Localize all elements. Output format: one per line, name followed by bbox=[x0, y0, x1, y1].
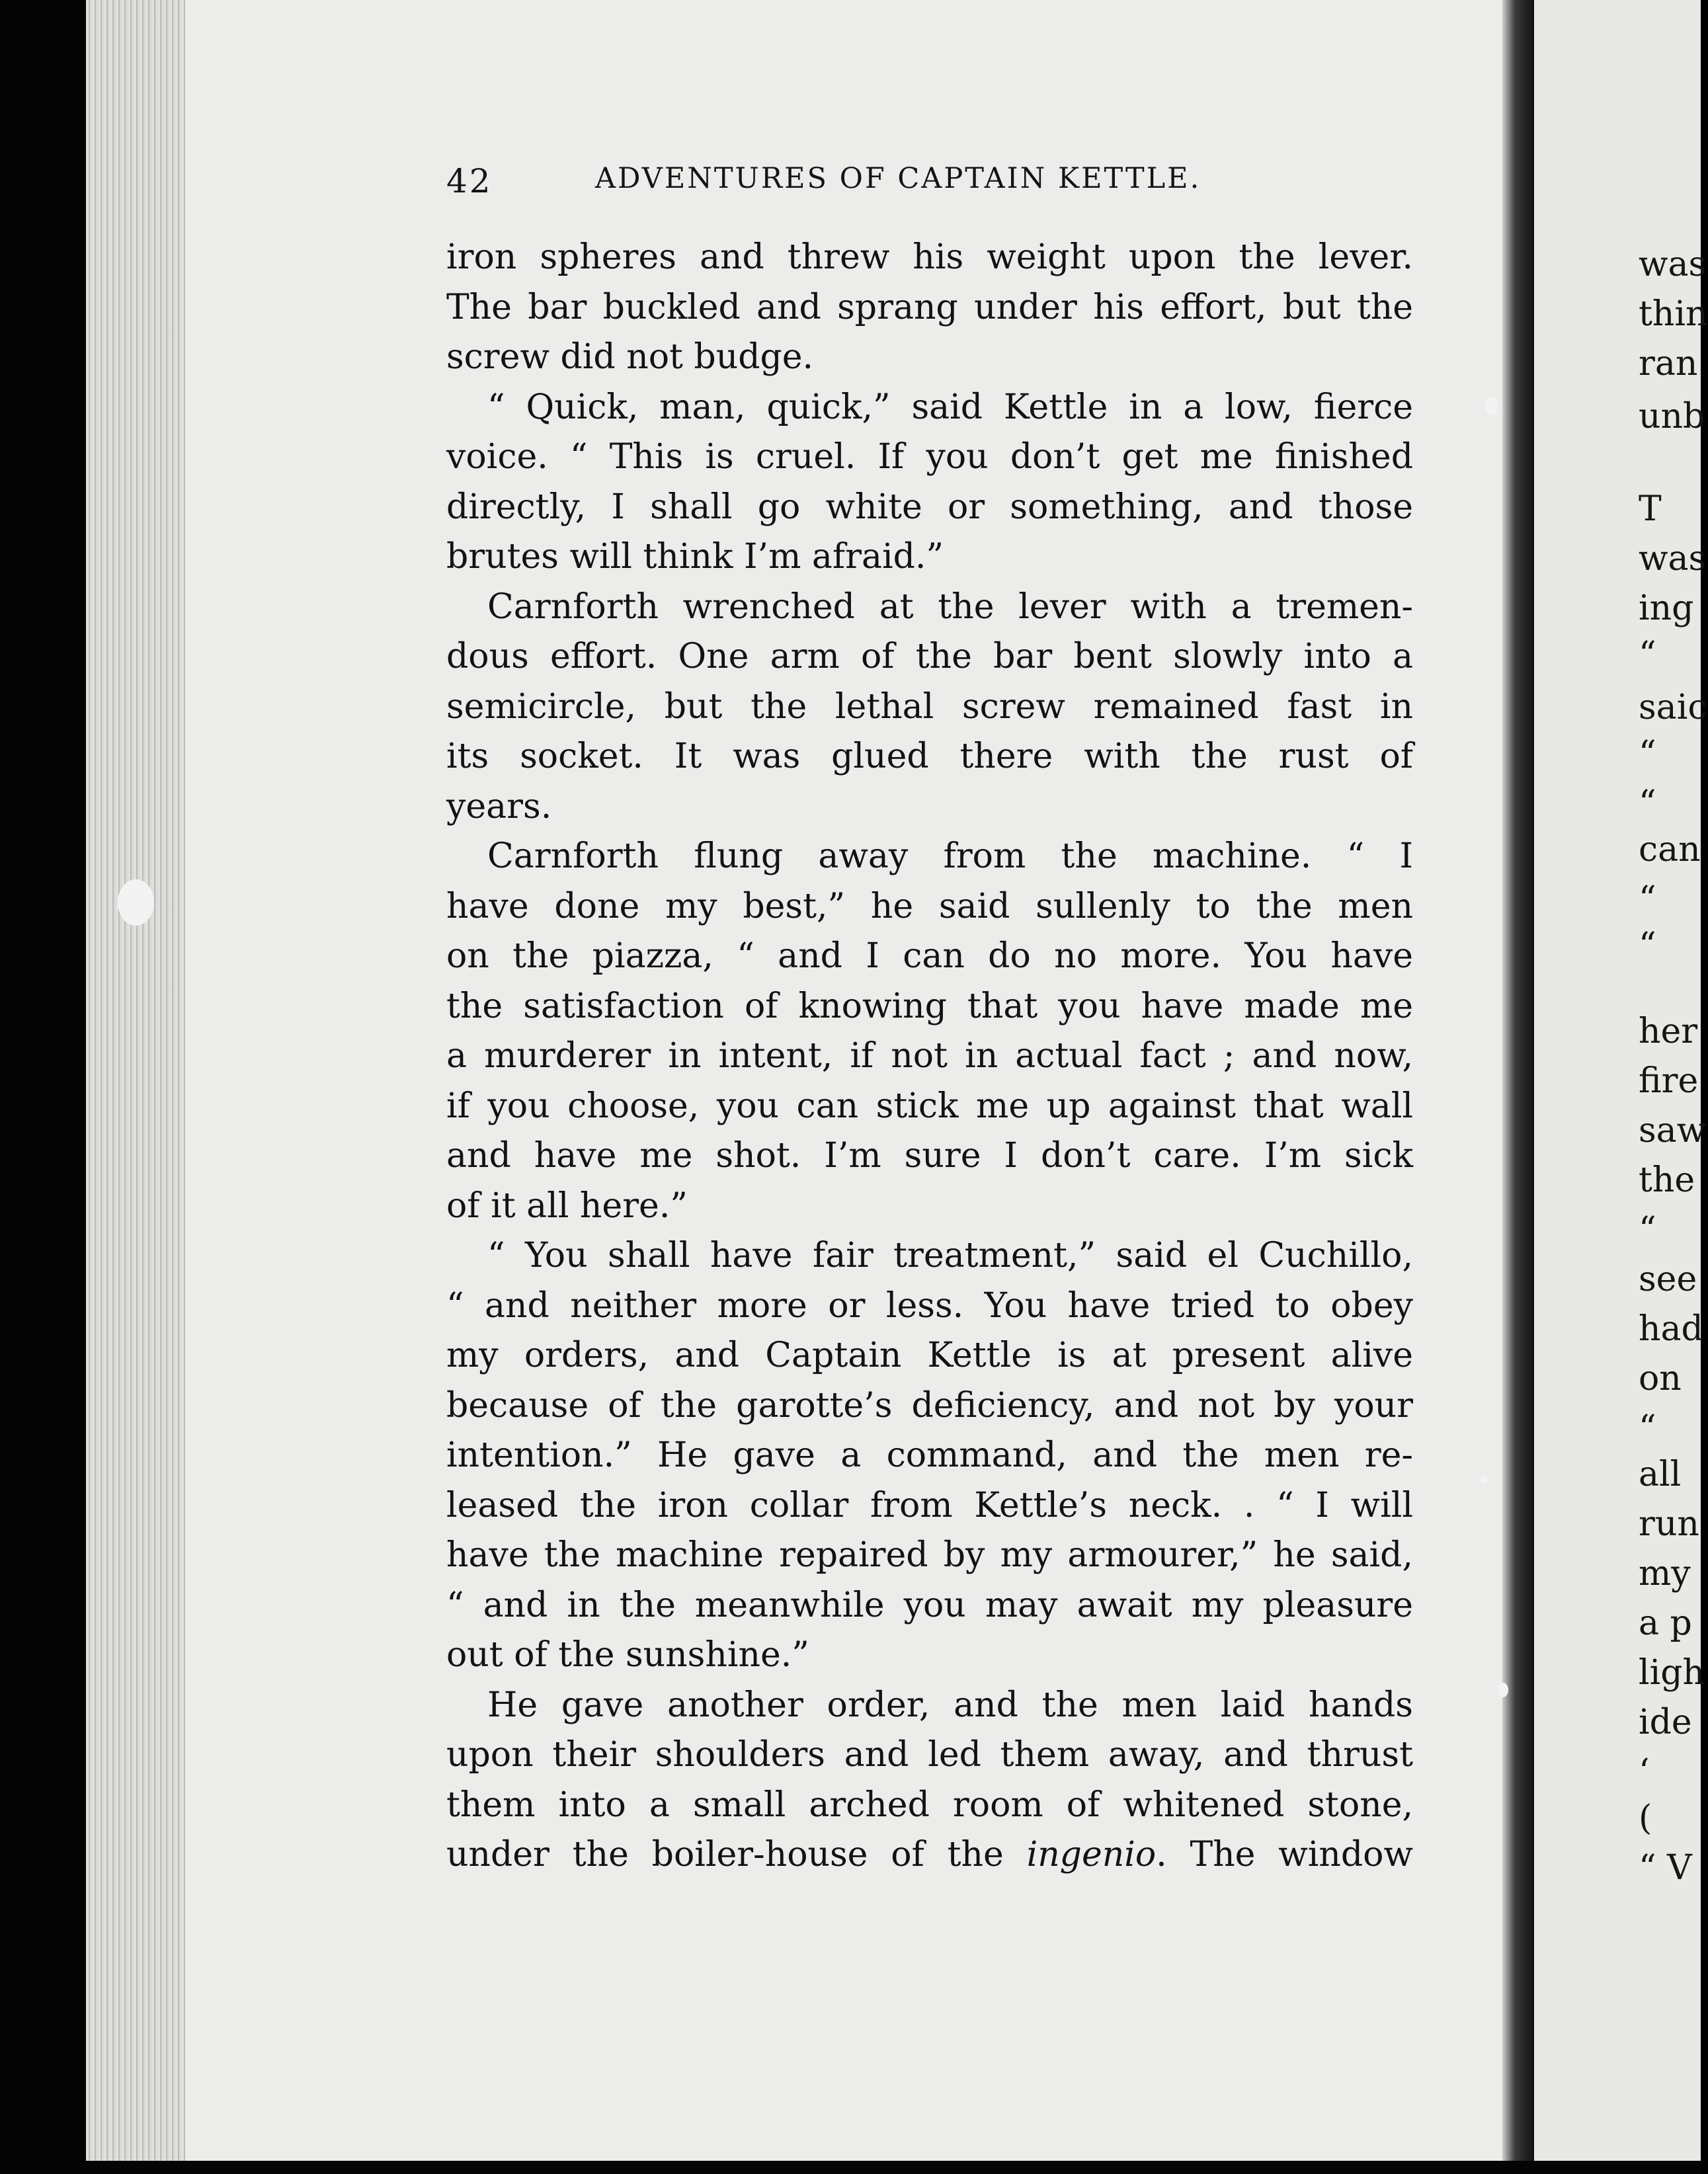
facing-page-fragment: “ bbox=[1639, 1408, 1656, 1448]
facing-page-fragment: ran bbox=[1639, 344, 1698, 383]
text-line: directly, I shall go white or something, and those bbox=[446, 487, 1413, 527]
text-line: have done my best,” he said sullenly to the men bbox=[446, 886, 1413, 926]
facing-page-fragment: on bbox=[1639, 1359, 1682, 1398]
page-edges bbox=[86, 0, 185, 2161]
text-line: “ Quick, man, quick,” said Kettle in a low, fierce bbox=[487, 387, 1413, 427]
text-line: voice. “ This is cruel. If you don’t get me finished bbox=[446, 437, 1413, 477]
facing-page-fragment: can bbox=[1639, 830, 1701, 869]
running-title: ADVENTURES OF CAPTAIN KETTLE. bbox=[595, 162, 1201, 195]
text-line: Carnforth wrenched at the lever with a tremen- bbox=[487, 586, 1413, 627]
text-line: iron spheres and threw his weight upon the lever. bbox=[446, 237, 1413, 277]
body-text bbox=[446, 233, 1413, 1880]
text-line: He gave another order, and the men laid hands bbox=[487, 1685, 1413, 1725]
facing-page-fragment: run bbox=[1639, 1504, 1699, 1544]
text-line: semicircle, but the lethal screw remained fast in bbox=[446, 686, 1413, 727]
scan-speck bbox=[1498, 1683, 1508, 1697]
facing-page-fragment: ide bbox=[1639, 1703, 1692, 1742]
text-line: years. bbox=[446, 786, 552, 826]
text-line: under the boiler-house of the ingenio. The window bbox=[446, 1835, 1413, 1874]
text-line: the satisfaction of knowing that you have made me bbox=[446, 986, 1413, 1026]
text-line: Carnforth flung away from the machine. “ I bbox=[487, 836, 1413, 876]
text-line: a murderer in intent, if not in actual fact ; and now, bbox=[446, 1036, 1413, 1076]
text-line: of it all here.” bbox=[446, 1186, 688, 1226]
text-line: intention.” He gave a command, and the men re- bbox=[446, 1435, 1413, 1475]
text-line: leased the iron collar from Kettle’s neck. . “ I will bbox=[446, 1485, 1413, 1525]
text-line: “ You shall have fair treatment,” said el Cuchillo, bbox=[487, 1236, 1413, 1275]
scan-speck bbox=[1480, 1476, 1488, 1484]
facing-page-fragment: “ bbox=[1639, 784, 1656, 823]
text-line: “ and in the meanwhile you may await my pleasure bbox=[446, 1585, 1413, 1625]
text-line: them into a small arched room of whitened stone, bbox=[446, 1785, 1413, 1825]
facing-page-fragment: “ V bbox=[1639, 1848, 1692, 1888]
text-line: have the machine repaired by my armourer,” he said, bbox=[446, 1535, 1413, 1575]
text-line: The bar buckled and sprang under his effort, but the bbox=[446, 287, 1413, 327]
facing-page-fragment: all bbox=[1639, 1455, 1682, 1494]
facing-page-fragment: “ bbox=[1639, 734, 1656, 774]
text-line: its socket. It was glued there with the rust of bbox=[446, 737, 1413, 776]
facing-page-fragment: her bbox=[1639, 1012, 1698, 1051]
text-line: upon their shoulders and led them away, and thrust bbox=[446, 1735, 1413, 1775]
facing-page-fragment: “ bbox=[1639, 1210, 1656, 1250]
facing-page-fragment: “ bbox=[1639, 635, 1656, 674]
text-line: brutes will think I’m afraid.” bbox=[446, 537, 944, 577]
facing-page-fragment: unb bbox=[1639, 397, 1705, 436]
running-head bbox=[446, 162, 1306, 208]
facing-page-fragment: had bbox=[1639, 1309, 1703, 1349]
facing-page-fragment: ing bbox=[1639, 588, 1694, 628]
facing-page-fragment: saic bbox=[1639, 688, 1707, 727]
facing-page-fragment: a p bbox=[1639, 1603, 1692, 1643]
scan-speck bbox=[1484, 397, 1498, 415]
facing-page-fragment: T bbox=[1639, 489, 1662, 529]
facing-page-text bbox=[1639, 245, 1708, 2162]
facing-page-fragment: “ bbox=[1639, 879, 1656, 919]
text-line: “ and neither more or less. You have tried to obey bbox=[446, 1285, 1413, 1326]
text-line: on the piazza, “ and I can do no more. You have bbox=[446, 936, 1413, 976]
facing-page-fragment: the bbox=[1639, 1160, 1695, 1200]
facing-page-fragment: ( bbox=[1639, 1798, 1652, 1838]
facing-page-fragment: ‘ bbox=[1639, 1752, 1650, 1792]
facing-page-fragment: was bbox=[1639, 539, 1707, 579]
facing-page-fragment: saw bbox=[1639, 1111, 1707, 1150]
facing-page-fragment: was bbox=[1639, 245, 1707, 284]
text-line: and have me shot. I’m sure I don’t care. I’m sick bbox=[446, 1136, 1413, 1176]
facing-page-fragment: ligh bbox=[1639, 1653, 1705, 1693]
facing-page-fragment: my bbox=[1639, 1554, 1691, 1593]
text-line: my orders, and Captain Kettle is at present alive bbox=[446, 1336, 1413, 1375]
text-line: because of the garotte’s deficiency, and not by your bbox=[446, 1385, 1413, 1426]
page-number: 42 bbox=[446, 162, 493, 200]
text-line: dous effort. One arm of the bar bent slowly into a bbox=[446, 637, 1413, 676]
text-line: out of the sunshine.” bbox=[446, 1635, 809, 1675]
facing-page-fragment: fire bbox=[1639, 1061, 1699, 1101]
facing-page-fragment: “ bbox=[1639, 926, 1656, 965]
text-line: if you choose, you can stick me up against that wall bbox=[446, 1086, 1413, 1126]
scan-speck bbox=[118, 879, 154, 926]
text-line: screw did not budge. bbox=[446, 337, 814, 377]
book-gutter bbox=[1502, 0, 1534, 2161]
facing-page-fragment: see bbox=[1639, 1260, 1697, 1299]
facing-page-fragment: thin bbox=[1639, 294, 1708, 334]
